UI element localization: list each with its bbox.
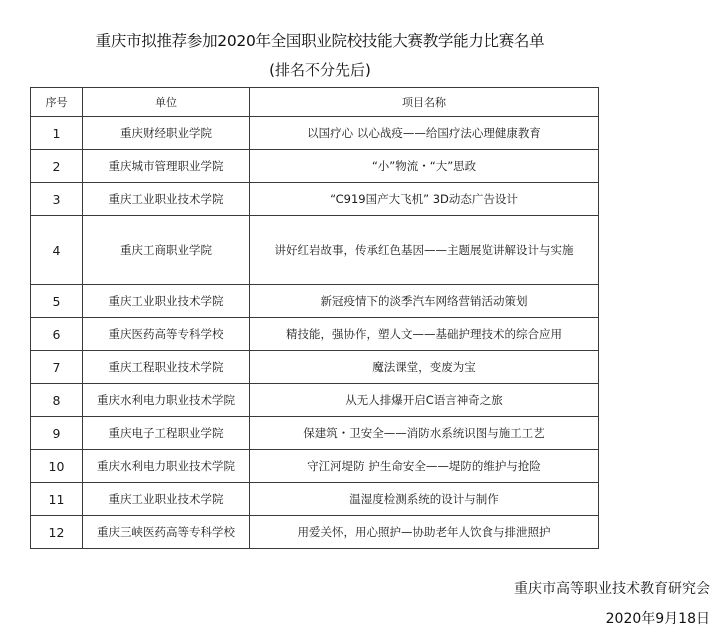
cell-unit: 重庆财经职业学院 [83,117,250,150]
cell-unit: 重庆水利电力职业技术学院 [83,450,250,483]
cell-project: 讲好红岩故事，传承红色基因——主题展览讲解设计与实施 [250,216,599,285]
cell-project: 从无人排爆开启C语言神奇之旅 [250,384,599,417]
document-subtitle: (排名不分先后) [269,61,371,79]
table-row [31,516,599,549]
cell-project: 新冠疫情下的淡季汽车网络营销活动策划 [250,285,599,318]
cell-no: 8 [31,384,83,417]
table-row [31,483,599,516]
cell-unit: 重庆工业职业技术学院 [83,285,250,318]
cell-project: 用爱关怀，用心照护—协助老年人饮食与排泄照护 [250,516,599,549]
table-row [31,183,599,216]
cell-unit: 重庆三峡医药高等专科学校 [83,516,250,549]
cell-unit: 重庆工程职业技术学院 [83,351,250,384]
cell-unit: 重庆医药高等专科学校 [83,318,250,351]
cell-unit: 重庆城市管理职业学院 [83,150,250,183]
table-row [31,216,599,285]
cell-project: 守江河堤防 护生命安全——堤防的维护与抢险 [250,450,599,483]
header-unit: 单位 [83,88,250,117]
table-row [31,117,599,150]
cell-project: “小”物流・“大”思政 [250,150,599,183]
cell-no: 11 [31,483,83,516]
cell-project: 魔法课堂，变废为宝 [250,351,599,384]
cell-unit: 重庆水利电力职业技术学院 [83,384,250,417]
document-title: 重庆市拟推荐参加2020年全国职业院校技能大赛教学能力比赛名单 [95,32,545,50]
cell-unit: 重庆工业职业技术学院 [83,183,250,216]
cell-project: 精技能，强协作，塑人文——基础护理技术的综合应用 [250,318,599,351]
cell-project: 温湿度检测系统的设计与制作 [250,483,599,516]
cell-no: 1 [31,117,83,150]
header-project: 项目名称 [250,88,599,117]
cell-no: 5 [31,285,83,318]
cell-unit: 重庆电子工程职业学院 [83,417,250,450]
table-row [31,384,599,417]
table-row [31,417,599,450]
cell-no: 6 [31,318,83,351]
cell-project: 保建筑・卫安全——消防水系统识图与施工工艺 [250,417,599,450]
cell-project: 以国疗心 以心战疫——给国疗法心理健康教育 [250,117,599,150]
table-row [31,150,599,183]
cell-no: 3 [31,183,83,216]
cell-unit: 重庆工业职业技术学院 [83,483,250,516]
table-row [31,450,599,483]
cell-project: “C919国产大飞机” 3D动态广告设计 [250,183,599,216]
table-row [31,318,599,351]
cell-no: 7 [31,351,83,384]
issuing-organization: 重庆市高等职业技术教育研究会 [514,581,710,597]
cell-no: 4 [31,216,83,285]
header-no: 序号 [31,88,83,117]
cell-no: 9 [31,417,83,450]
table-row [31,351,599,384]
table-header-row [31,88,599,117]
table-row [31,285,599,318]
issue-date: 2020年9月18日 [605,611,710,627]
cell-no: 12 [31,516,83,549]
cell-no: 10 [31,450,83,483]
nomination-table [30,87,599,549]
cell-unit: 重庆工商职业学院 [83,216,250,285]
cell-no: 2 [31,150,83,183]
